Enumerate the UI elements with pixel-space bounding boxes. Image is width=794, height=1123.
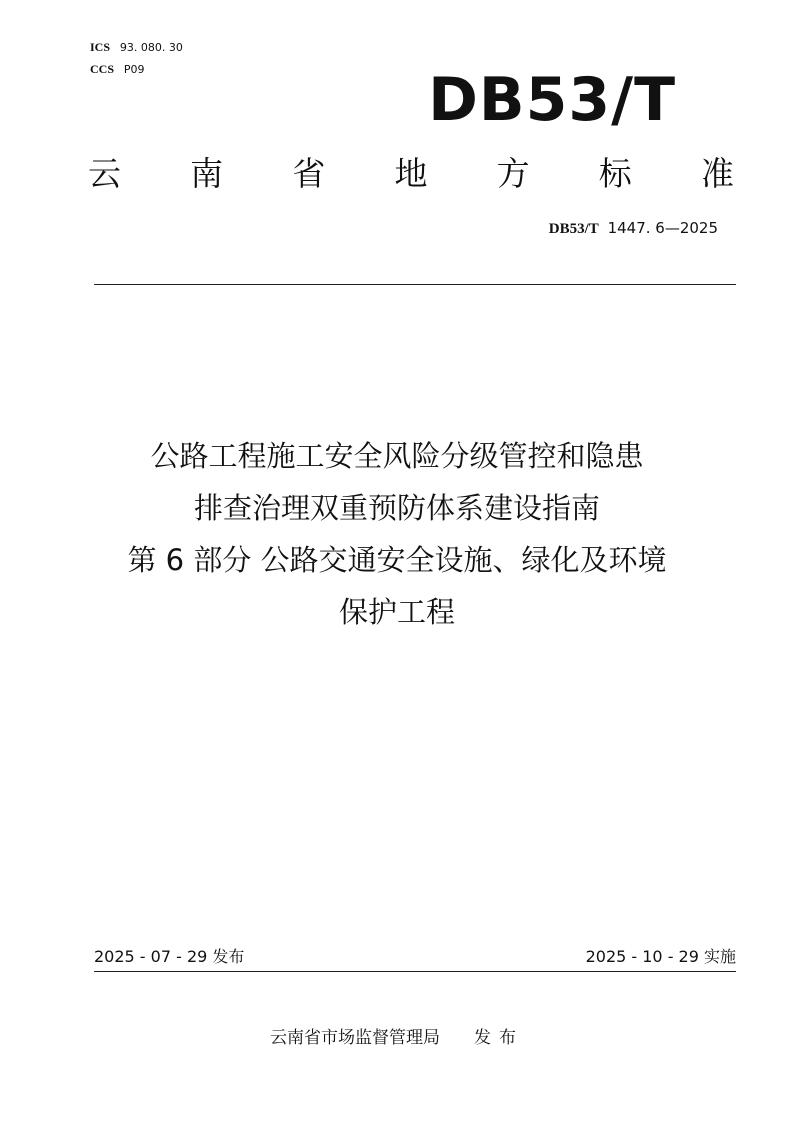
title-line: 第 6 部分 公路交通安全设施、绿化及环境 xyxy=(127,543,667,577)
ccs-label: CCS xyxy=(90,62,115,76)
standard-number-body: 1447. 6—2025 xyxy=(607,219,718,237)
title-char: 省 xyxy=(292,154,326,193)
title-char: 方 xyxy=(496,154,530,193)
standard-number-prefix: DB53/T xyxy=(548,221,599,237)
title-char: 地 xyxy=(394,154,428,193)
publisher-line xyxy=(0,1026,794,1050)
title-line: 排查治理双重预防体系建设指南 xyxy=(193,491,600,525)
title-char: 准 xyxy=(700,154,734,193)
ics-value: 93. 080. 30 xyxy=(119,41,183,54)
ics-label: ICS xyxy=(90,40,111,54)
header-divider xyxy=(94,284,736,285)
title-char: 标 xyxy=(598,154,632,193)
title-char: 云 xyxy=(88,154,121,193)
document-title xyxy=(60,430,734,638)
implementation-date: 2025 - 10 - 29 实施 xyxy=(585,947,736,966)
standard-type-title xyxy=(88,152,734,196)
footer-divider xyxy=(94,971,736,972)
standard-number xyxy=(549,218,718,239)
title-char: 南 xyxy=(190,154,224,193)
ccs-value: P09 xyxy=(123,63,145,76)
standard-mark: DB53/T xyxy=(428,65,676,135)
ics-classification xyxy=(90,40,183,55)
publisher-name: 云南省市场监督管理局 xyxy=(270,1028,440,1048)
ccs-classification xyxy=(90,62,144,77)
publisher-action: 发布 xyxy=(474,1028,524,1048)
title-line: 公路工程施工安全风险分级管控和隐患 xyxy=(150,439,644,473)
issue-date: 2025 - 07 - 29 发布 xyxy=(94,947,245,966)
title-line: 保护工程 xyxy=(338,595,455,629)
